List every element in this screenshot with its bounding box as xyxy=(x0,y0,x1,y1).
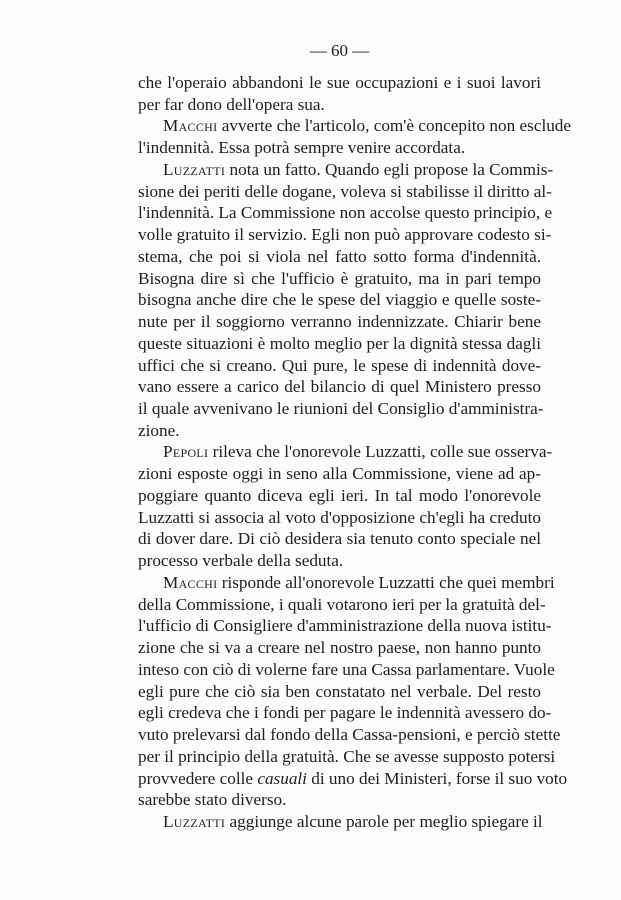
text-line: Pepoli rileva che l'onorevole Luzzatti, colle sue osserva- xyxy=(163,442,553,462)
text-line: zioni esposte oggi in seno alla Commissione, viene ad ap- xyxy=(138,464,541,484)
text-line: Bisogna dire sì che l'ufficio è gratuito, ma in pari tempo xyxy=(138,268,541,288)
text-line: egli credeva che i fondi per pagare le indennità avessero do- xyxy=(138,703,552,723)
speaker-name: Macchi xyxy=(163,572,218,592)
text-line: processo verbale della seduta. xyxy=(138,551,344,571)
text-line: volle gratuito il servizio. Egli non può approvare codesto si- xyxy=(138,225,552,245)
text-line: il quale avvenivano le riunioni del Consiglio d'amministra- xyxy=(138,399,544,419)
text-line: per il principio della gratuità. Che se avesse supposto potersi xyxy=(138,746,556,766)
page-number: — 60 — xyxy=(309,41,370,60)
text-line: egli pure che ciò sia ben constatato nel verbale. Del resto xyxy=(138,681,541,701)
text-line: Luzzatti si associa al voto d'opposizione ch'egli ha creduto xyxy=(138,507,541,527)
text-line: della Commissione, i quali votarono ieri per la gratuità del- xyxy=(138,594,546,614)
text-line: Luzzatti nota un fatto. Quando egli propose la Commis- xyxy=(163,159,554,179)
speaker-name: Macchi xyxy=(163,116,218,136)
body-text xyxy=(138,72,572,833)
text-line: zione. xyxy=(138,420,180,440)
text-line: queste situazioni è molto meglio per la dignità stessa dagli xyxy=(138,333,541,353)
text-line: stema, che poi si viola nel fatto sotto forma d'indennità. xyxy=(138,246,541,266)
text-line: l'ufficio di Consigliere d'amministrazione della nuova istitu- xyxy=(138,616,552,636)
text-line: bisogna anche dire che le spese del viaggio e quelle soste- xyxy=(138,290,541,310)
text-line: per far dono dell'opera sua. xyxy=(138,94,325,114)
speaker-name: Luzzatti xyxy=(163,159,226,179)
text-line: uffici che si creano. Qui pure, le spese di indennità dove- xyxy=(138,355,541,375)
text-line: poggiare quanto diceva egli ieri. In tal modo l'onorevole xyxy=(138,485,541,505)
speaker-name: Pepoli xyxy=(163,442,209,462)
italic-word: casuali xyxy=(257,768,307,788)
text-line: provvedere colle casuali di uno dei Ministeri, forse il suo voto xyxy=(138,768,568,788)
text-line: Luzzatti aggiunge alcune parole per meglio spiegare il xyxy=(163,811,543,831)
text-line: Macchi risponde all'onorevole Luzzatti che quei membri xyxy=(163,572,555,592)
text-line: inteso con ciò di volerne fare una Cassa parlamentare. Vuole xyxy=(138,659,555,679)
text-line: l'indennità. Essa potrà sempre venire accordata. xyxy=(138,138,466,158)
text-line: vano essere a carico del bilancio di quel Ministero presso xyxy=(138,377,541,397)
text-line: l'indennità. La Commissione non accolse questo principio, e xyxy=(138,203,553,223)
speaker-name: Luzzatti xyxy=(163,811,226,831)
text-line: vuto prelevarsi dal fondo della Cassa-pensioni, e perciò stette xyxy=(138,725,561,745)
text-line: sarebbe stato diverso. xyxy=(138,790,287,810)
text-line: zione che si va a creare nel nostro paese, non hanno punto xyxy=(138,638,541,658)
text-line: che l'operaio abbandoni le sue occupazioni e i suoi lavori xyxy=(138,73,541,92)
text-line: sione dei periti delle dogane, voleva si stabilisse il diritto al- xyxy=(138,181,552,201)
text-line: Macchi avverte che l'articolo, com'è concepito non esclude xyxy=(163,116,572,136)
text-line: di dover dare. Di ciò desidera sia tenuto conto speciale nel xyxy=(138,529,541,549)
text-line: nute per il soggiorno verranno indennizzate. Chiarir bene xyxy=(138,312,541,332)
